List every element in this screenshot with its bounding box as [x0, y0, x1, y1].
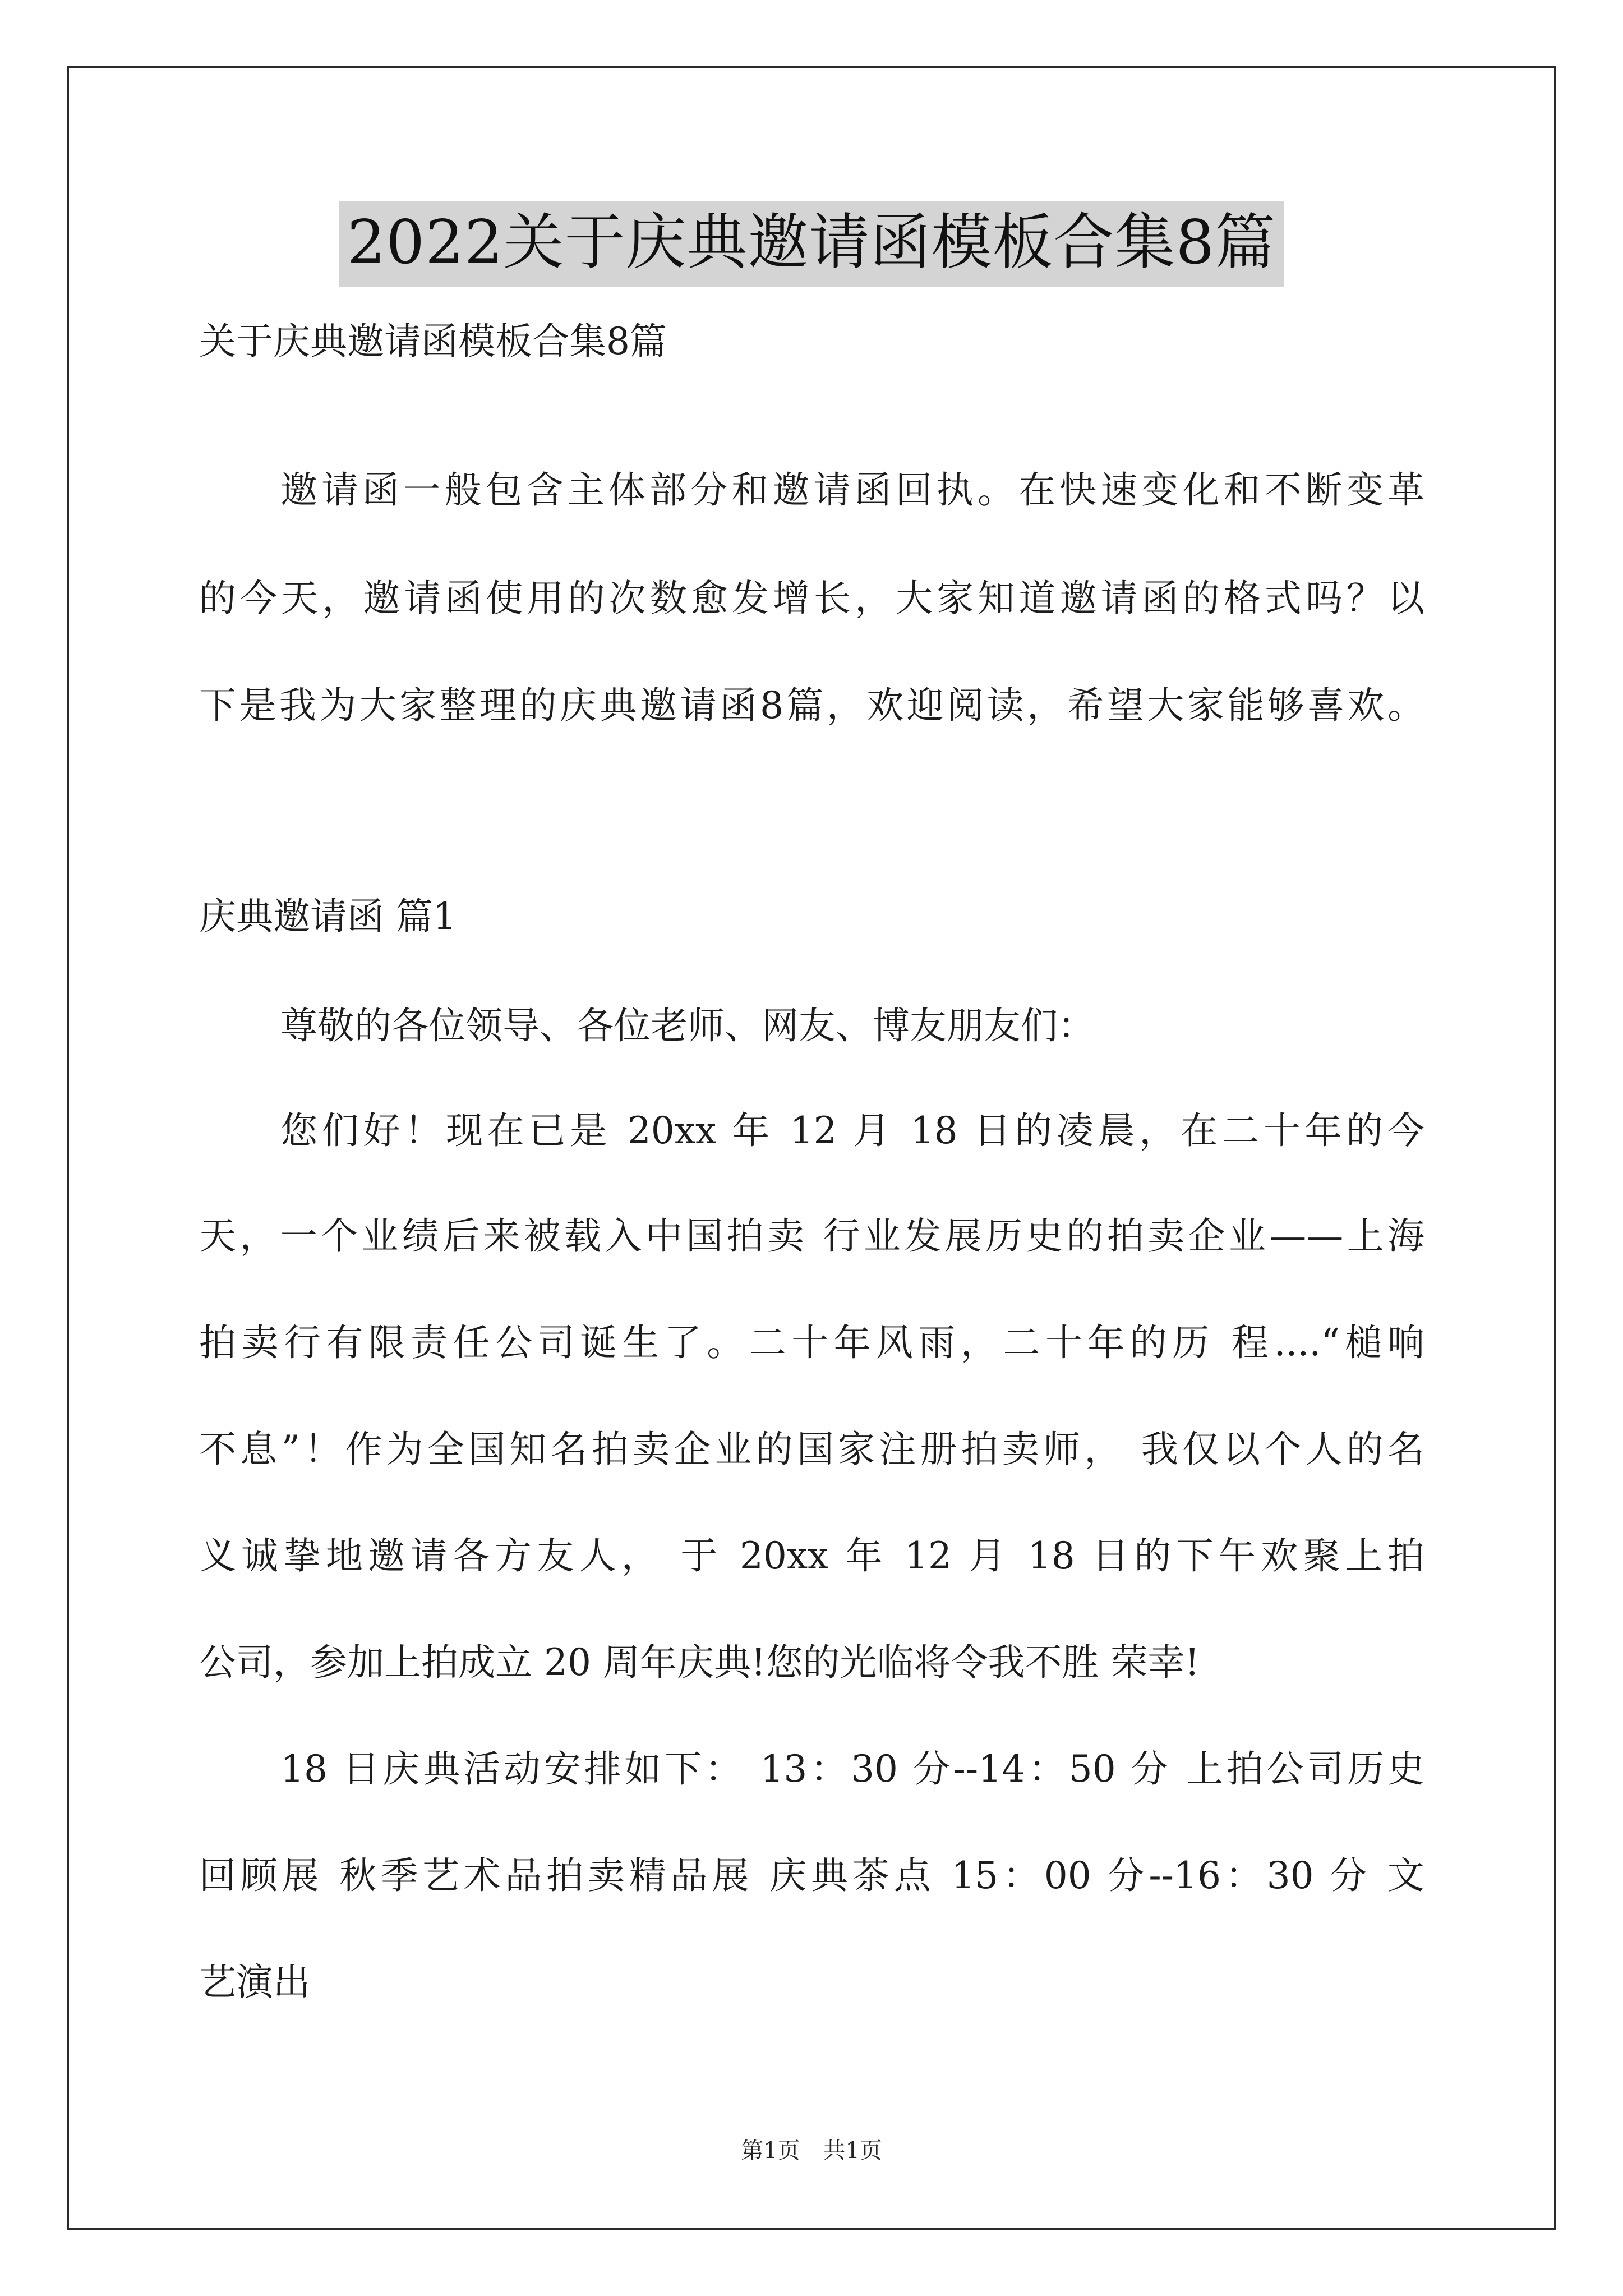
intro-line-2: 的今天，邀请函使用的次数愈发增长，大家知道邀请函的格式吗？以 [199, 577, 1424, 620]
section-heading: 庆典邀请函 篇1 [199, 895, 457, 938]
schedule-line-2: 回顾展 秋季艺术品拍卖精品展 庆典茶点 15：00 分--16：30 分 文 [199, 1854, 1424, 1897]
page-number: 第1页 [741, 2138, 800, 2164]
schedule-line-1: 18 日庆典活动安排如下： 13：30 分--14：50 分 上拍公司历史 [280, 1747, 1424, 1791]
page-footer [0, 2133, 1623, 2165]
body-line-2: 天，一个业绩后来被载入中国拍卖 行业发展历史的拍卖企业——上海 [199, 1214, 1424, 1258]
intro-line-3: 下是我为大家整理的庆典邀请函8篇，欢迎阅读，希望大家能够喜欢。 [199, 684, 1424, 727]
body-line-6: 公司，参加上拍成立 20 周年庆典!您的光临将令我不胜 荣幸! [199, 1641, 1200, 1684]
body-line-5: 义诚挚地邀请各方友人， 于 20xx 年 12 月 18 日的下午欢聚上拍 [199, 1534, 1424, 1577]
document-title: 2022关于庆典邀请函模板合集8篇 [339, 201, 1284, 287]
intro-line-1: 邀请函一般包含主体部分和邀请函回执。在快速变化和不断变革 [280, 468, 1424, 512]
salutation: 尊敬的各位领导、各位老师、网友、博友朋友们： [280, 1004, 1095, 1047]
schedule-line-3: 艺演出 [199, 1961, 310, 2004]
body-line-4: 不息”！作为全国知名拍卖企业的国家注册拍卖师， 我仅以个人的名 [199, 1428, 1424, 1471]
body-line-1: 您们好！现在已是 20xx 年 12 月 18 日的凌晨，在二十年的今 [280, 1109, 1424, 1152]
title-container [0, 201, 1623, 287]
body-line-3: 拍卖行有限责任公司诞生了。二十年风雨，二十年的历 程....“槌响 [199, 1321, 1424, 1364]
page-total: 共1页 [823, 2138, 882, 2164]
subtitle: 关于庆典邀请函模板合集8篇 [199, 320, 667, 363]
